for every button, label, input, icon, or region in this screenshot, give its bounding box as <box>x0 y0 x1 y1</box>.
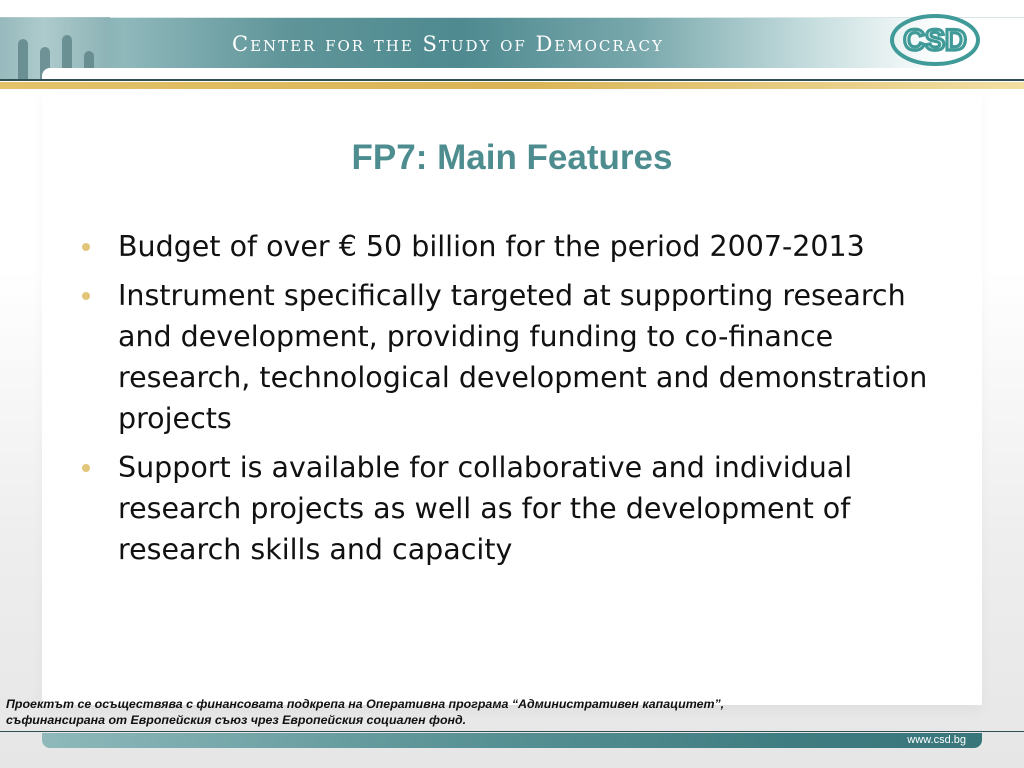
funding-note-line: съфинансирана от Европейския съюз чрез Европейския социален фонд. <box>6 713 467 727</box>
bullet-item <box>82 226 932 267</box>
bullet-item <box>82 275 932 439</box>
bullet-dot-icon <box>82 243 90 251</box>
photo-figure <box>18 39 28 79</box>
header-divider <box>0 79 1024 81</box>
logo-text: CSD <box>903 24 967 57</box>
funding-note-line: Проектът се осъществява с финансовата подкрепа на Оперативна програма “Административен капацитет”, <box>6 697 725 711</box>
slide-title: FP7: Main Features <box>351 138 673 177</box>
footer-divider <box>0 731 1024 732</box>
header-gold-stripe <box>0 82 1024 89</box>
bullet-text: Support is available for collaborative and individual research projects as well as for the development of research skills and capacity <box>118 451 853 566</box>
bullet-text: Instrument specifically targeted at supporting research and development, providing funding to co-finance research, technological development and demonstration projects <box>118 279 928 435</box>
bullet-item <box>82 447 932 570</box>
funding-note <box>6 696 886 728</box>
organization-name: Center for the Study of Democracy <box>232 32 664 56</box>
slide-header <box>0 0 1024 84</box>
bullet-text: Budget of over € 50 billion for the period 2007-2013 <box>118 230 865 263</box>
footer-bar <box>42 733 982 748</box>
bullet-list <box>82 226 932 578</box>
csd-logo-icon <box>890 14 980 66</box>
bullet-dot-icon <box>82 292 90 300</box>
bullet-dot-icon <box>82 464 90 472</box>
website-link[interactable]: www.csd.bg <box>907 734 966 746</box>
